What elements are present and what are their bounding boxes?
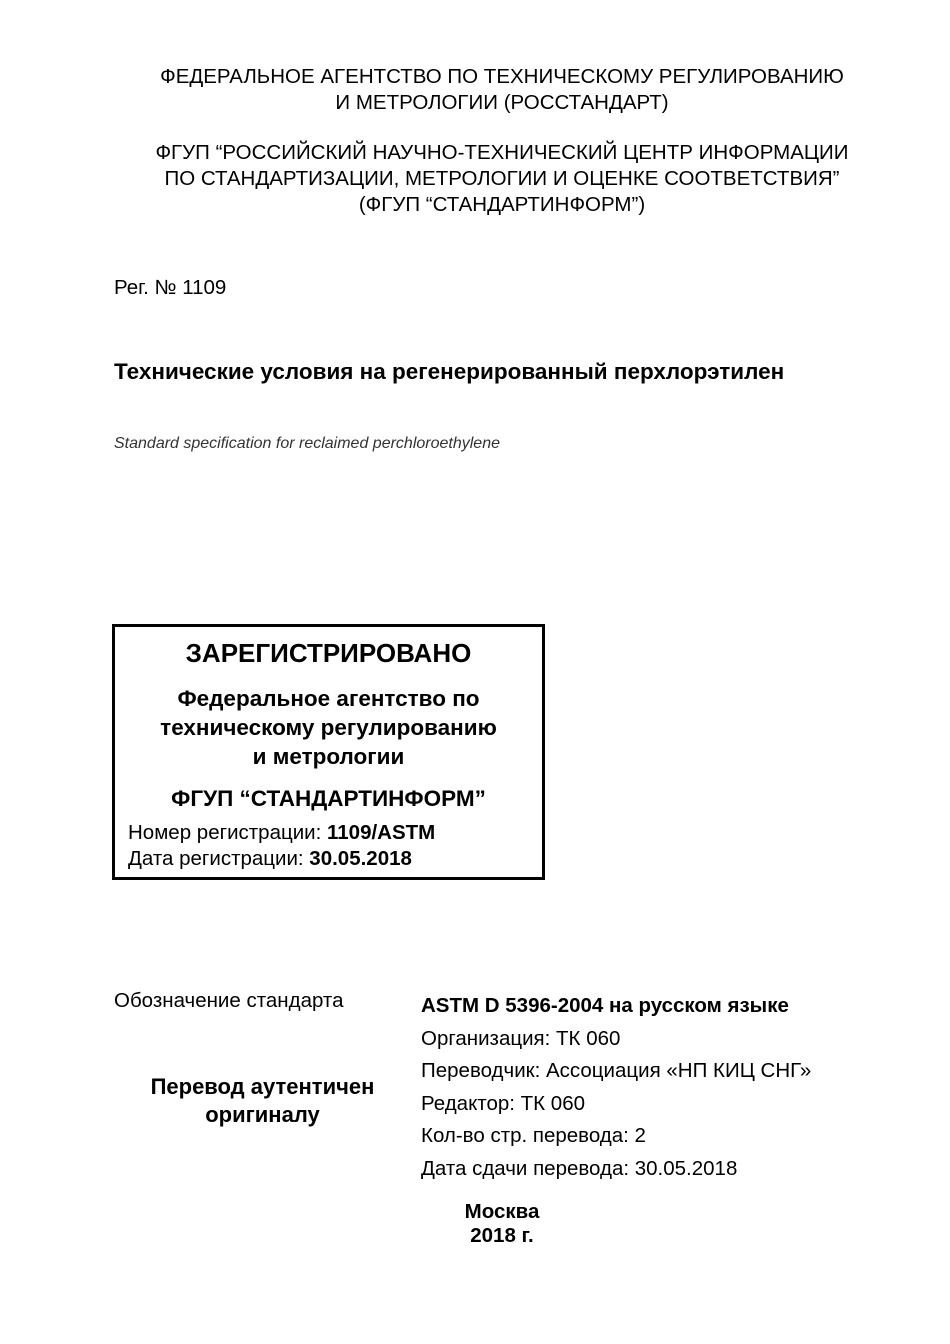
document-title: Технические условия на регенерированный перхлорэтилен [114,359,785,384]
agency-line: ФЕДЕРАЛЬНОЕ АГЕНТСТВО ПО ТЕХНИЧЕСКОМУ РЕГУЛИРОВАНИЮ [160,65,844,88]
stamp-reg-date-label: Дата регистрации: [128,847,310,870]
stamp-agency [115,684,542,771]
standard-details [421,990,811,1185]
city-year [402,1200,602,1248]
stamp-agency-line: техническому регулированию [160,715,497,740]
editor-line: Редактор: ТК 060 [421,1091,585,1115]
stamp-agency-line: и метрологии [252,744,405,769]
translator-line: Переводчик: Ассоциация «НП КИЦ СНГ» [421,1059,812,1082]
standard-name: ASTM D 5396-2004 на русском языке [421,994,789,1017]
stamp-organization: ФГУП “СТАНДАРТИНФОРМ” [171,786,486,811]
city: Москва [464,1200,540,1223]
authentic-line: оригиналу [205,1102,320,1127]
authentic-note [120,1073,405,1129]
authentic-line: Перевод аутентичен [150,1074,375,1099]
designation-label: Обозначение стандарта [114,989,344,1012]
stamp-reg-date-value: 30.05.2018 [309,847,412,870]
year: 2018 г. [470,1224,534,1247]
registration-number: Рег. № 1109 [114,276,227,299]
delivery-date-line: Дата сдачи перевода: 30.05.2018 [421,1156,738,1180]
organization-line: Организация: ТК 060 [421,1026,621,1050]
stamp-reg-date [128,846,412,872]
registration-stamp [112,624,545,880]
agency-header [0,64,950,116]
stamp-reg-number-value: 1109/ASTM [327,821,436,844]
pages-line: Кол-во стр. перевода: 2 [421,1124,646,1147]
stamp-heading: ЗАРЕГИСТРИРОВАНО [185,638,472,668]
center-line: (ФГУП “СТАНДАРТИНФОРМ”) [358,193,646,216]
document-subtitle: Standard specification for reclaimed perchloroethylene [114,435,500,452]
center-line: ПО СТАНДАРТИЗАЦИИ, МЕТРОЛОГИИ И ОЦЕНКЕ СООТВЕТСТВИЯ” [164,167,840,190]
stamp-agency-line: Федеральное агентство по [177,686,480,711]
stamp-reg-number-label: Номер регистрации: [128,821,328,844]
agency-line: И МЕТРОЛОГИИ (РОССТАНДАРТ) [335,91,669,114]
center-line: ФГУП “РОССИЙСКИЙ НАУЧНО-ТЕХНИЧЕСКИЙ ЦЕНТР ИНФОРМАЦИИ [155,141,849,164]
stamp-reg-number [128,820,435,846]
center-header [0,140,950,218]
